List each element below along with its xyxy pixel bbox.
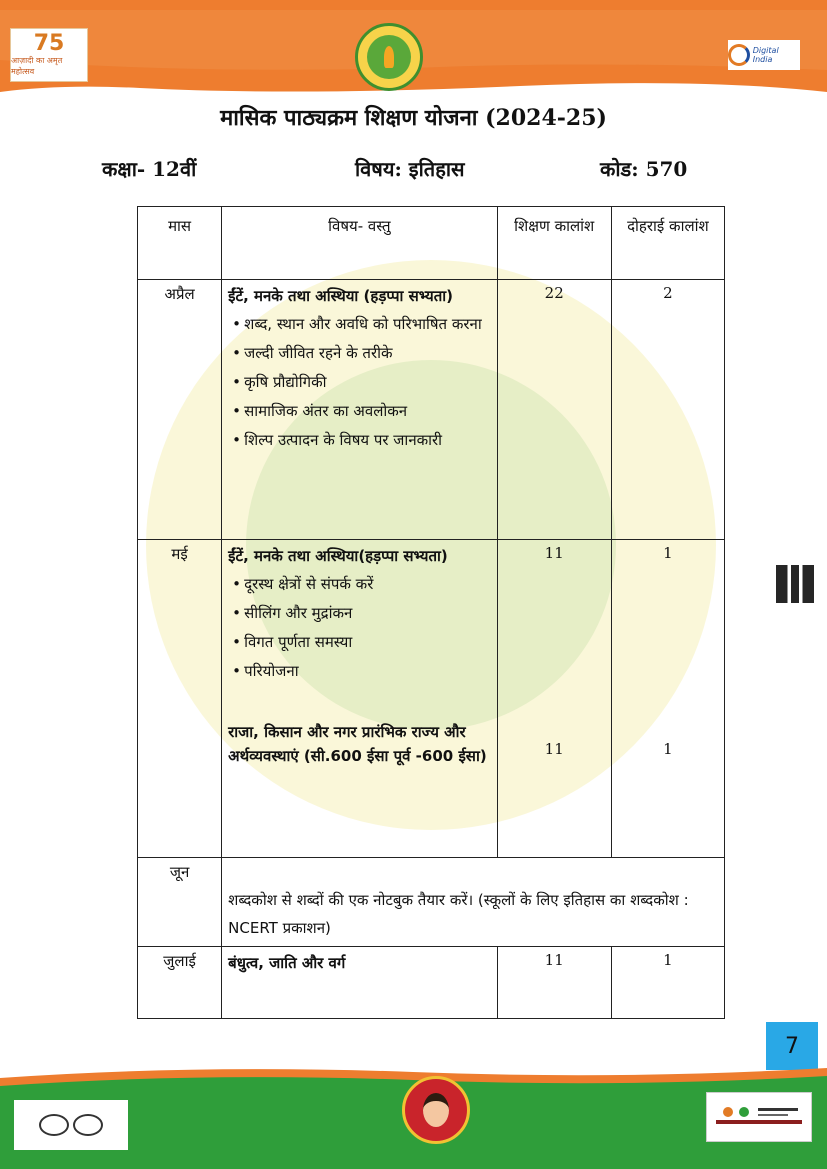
table-row	[138, 540, 725, 858]
children-reading-icon	[714, 1102, 804, 1132]
revision-periods-value-2: 1	[663, 740, 673, 758]
digital-india-icon	[728, 44, 750, 66]
revision-periods-cell	[611, 540, 724, 858]
swachh-bharat-logo	[14, 1100, 128, 1150]
header-revision-periods: दोहराई कालांश	[611, 207, 724, 280]
azadi-amrit-mahotsav-logo: 75 आज़ादी का अमृत महोत्सव	[10, 28, 88, 82]
page-title: मासिक पाठ्यक्रम शिक्षण योजना (2024-25)	[220, 105, 607, 131]
curriculum-table	[137, 206, 725, 1019]
revision-periods-value: 1	[663, 544, 673, 562]
list-item: • सामाजिक अंतर का अवलोकन	[238, 397, 490, 426]
table-row	[138, 858, 725, 947]
note-cell: शब्दकोश से शब्दों की एक नोटबुक तैयार करें। (स्कूलों के लिए इतिहास का शब्दकोश : NCERT प्रकाशन)	[222, 858, 725, 947]
list-item: • शिल्प उत्पादन के विषय पर जानकारी	[238, 426, 490, 455]
qr-code-icon	[776, 565, 814, 603]
header-content: विषय- वस्तु	[222, 207, 497, 280]
class-label: कक्षा- 12वीं	[102, 157, 197, 181]
right-to-education-logo	[706, 1092, 812, 1142]
table-row	[138, 947, 725, 1019]
list-item: • कृषि प्रौद्योगिकी	[238, 368, 490, 397]
page-number: 7	[766, 1022, 818, 1070]
list-item: • परियोजना	[238, 657, 490, 686]
teaching-periods-value-2: 11	[544, 740, 564, 758]
subtopic-list	[228, 310, 490, 455]
subject-label: विषय: इतिहास	[355, 157, 465, 181]
month-cell: जून	[138, 858, 222, 947]
code-label: कोड: 570	[600, 157, 688, 181]
content-cell	[222, 947, 497, 1019]
content-cell	[222, 280, 497, 540]
revision-periods-cell: 2	[611, 280, 724, 540]
month-cell: जुलाई	[138, 947, 222, 1019]
teaching-periods-cell: 22	[497, 280, 611, 540]
table-row	[138, 280, 725, 540]
topic-title: बंधुत्व, जाति और वर्ग	[228, 954, 346, 972]
list-item: • दूरस्थ क्षेत्रों से संपर्क करें	[238, 570, 490, 599]
list-item: • शब्द, स्थान और अवधि को परिभाषित करना	[238, 310, 490, 339]
content-cell	[222, 540, 497, 858]
girl-education-emblem-icon	[402, 1076, 470, 1144]
header-month: मास	[138, 207, 222, 280]
list-item: • जल्दी जीवित रहने के तरीके	[238, 339, 490, 368]
table-header-row	[138, 207, 725, 280]
header-teaching-periods: शिक्षण कालांश	[497, 207, 611, 280]
teaching-periods-cell: 11	[497, 947, 611, 1019]
topic-title-2: राजा, किसान और नगर प्रारंभिक राज्य और अर्थव्यवस्थाएं (सी.600 ईसा पूर्व -600 ईसा)	[228, 723, 487, 765]
topic-title: ईंटें, मनके तथा अस्थिया (हड़प्पा सभ्यता)	[228, 287, 454, 305]
topic-title: ईंटें, मनके तथा अस्थिया(हड़प्पा सभ्यता)	[228, 547, 448, 565]
list-item: • सीलिंग और मुद्रांकन	[238, 599, 490, 628]
list-item: • विगत पूर्णता समस्या	[238, 628, 490, 657]
digital-india-logo: Digital India	[728, 40, 800, 70]
month-cell: मई	[138, 540, 222, 858]
revision-periods-cell: 1	[611, 947, 724, 1019]
teaching-periods-cell	[497, 540, 611, 858]
school-board-seal-icon	[355, 23, 423, 91]
subtopic-list	[228, 570, 490, 686]
glasses-icon	[39, 1114, 103, 1136]
month-cell: अप्रैल	[138, 280, 222, 540]
teaching-periods-value: 11	[544, 544, 564, 562]
